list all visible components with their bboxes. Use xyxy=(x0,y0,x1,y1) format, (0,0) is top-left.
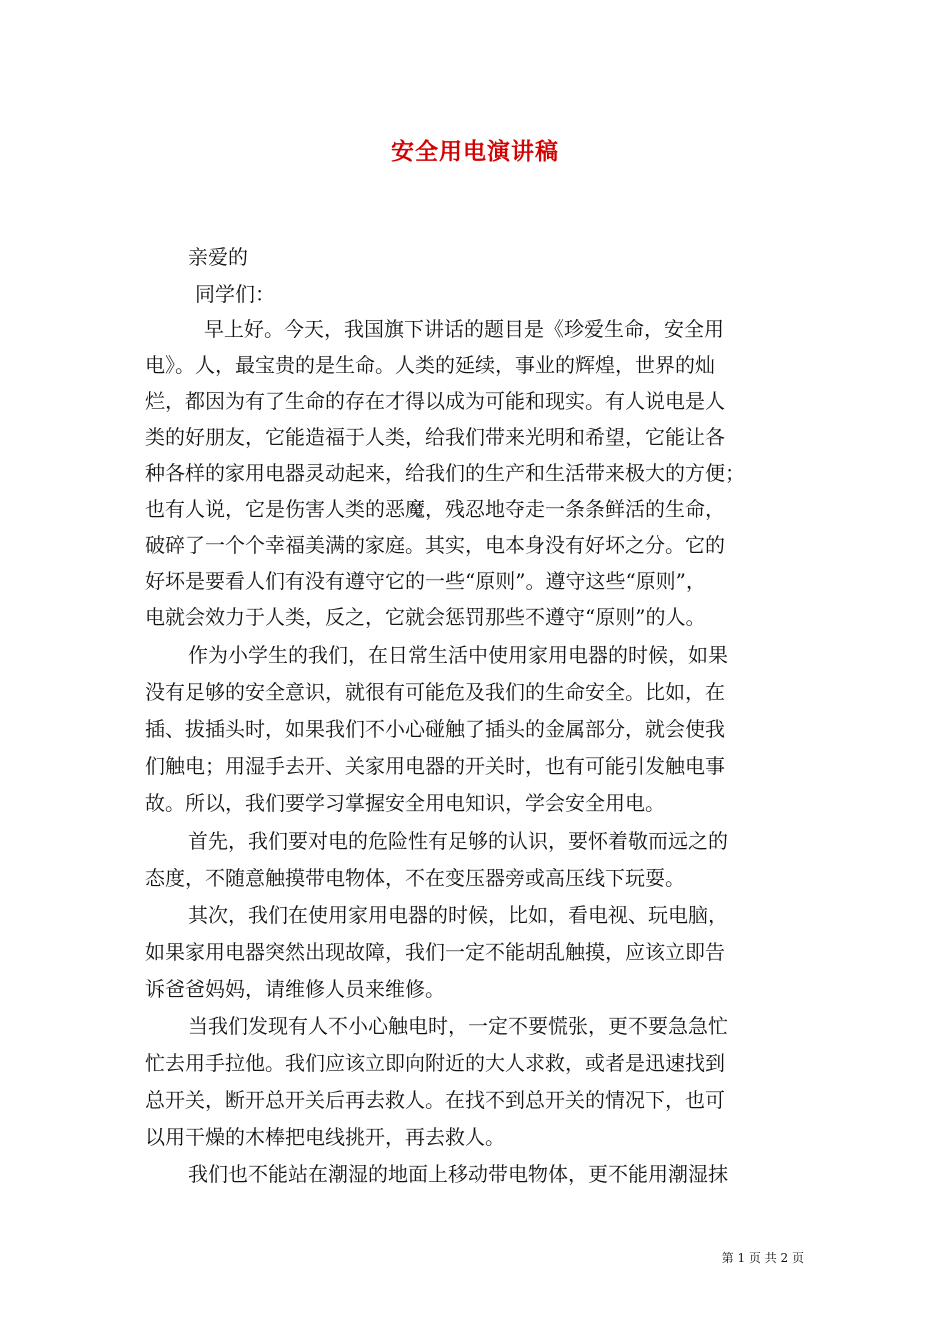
body-line: 种各样的家用电器灵动起来，给我们的生产和生活带来极大的方便； xyxy=(145,461,745,485)
body-line: 电》。人，最宝贵的是生命。人类的延续，事业的辉煌，世界的灿 xyxy=(145,353,715,377)
body-line: 故。所以，我们要学习掌握安全用电知识，学会安全用电。 xyxy=(145,791,665,815)
body-line: 电就会效力于人类，反之，它就会惩罚那些不遵守“原则”的人。 xyxy=(145,605,706,629)
body-line: 们触电；用湿手去开、关家用电器的开关时，也有可能引发触电事 xyxy=(145,754,725,778)
body-line: 作为小学生的我们，在日常生活中使用家用电器的时候，如果 xyxy=(188,643,728,667)
body-line: 插、拔插头时，如果我们不小心碰触了插头的金属部分，就会使我 xyxy=(145,717,725,741)
body-line: 态度，不随意触摸带电物体，不在变压器旁或高压线下玩耍。 xyxy=(145,866,685,890)
body-line: 也有人说，它是伤害人类的恶魔，残忍地夺走一条条鲜活的生命， xyxy=(145,497,725,521)
body-line: 如果家用电器突然出现故障，我们一定不能胡乱触摸，应该立即告 xyxy=(145,940,725,964)
body-line: 亲爱的 xyxy=(188,245,248,269)
body-line: 烂，都因为有了生命的存在才得以成为可能和现实。有人说电是人 xyxy=(145,389,725,413)
body-line: 以用干燥的木棒把电线挑开，再去救人。 xyxy=(145,1125,505,1149)
body-line: 同学们： xyxy=(195,282,275,306)
body-line: 早上好。今天，我国旗下讲话的题目是《珍爱生命，安全用 xyxy=(204,317,724,341)
document-title: 安全用电演讲稿 xyxy=(391,138,559,165)
body-line: 好坏是要看人们有没有遵守它的一些“原则”。遵守这些“原则”， xyxy=(145,569,706,593)
body-line: 忙去用手拉他。我们应该立即向附近的大人求救，或者是迅速找到 xyxy=(145,1051,725,1075)
body-line: 当我们发现有人不小心触电时，一定不要慌张，更不要急急忙 xyxy=(188,1014,728,1038)
body-line: 我们也不能站在潮湿的地面上移动带电物体，更不能用潮湿抹 xyxy=(188,1162,728,1186)
body-line: 首先，我们要对电的危险性有足够的认识，要怀着敬而远之的 xyxy=(188,829,728,853)
body-line: 破碎了一个个幸福美满的家庭。其实，电本身没有好坏之分。它的 xyxy=(145,533,725,557)
body-line: 没有足够的安全意识，就很有可能危及我们的生命安全。比如，在 xyxy=(145,680,725,704)
body-line: 其次，我们在使用家用电器的时候，比如，看电视、玩电脑， xyxy=(188,903,728,927)
page-number: 第 1 页 共 2 页 xyxy=(721,1251,804,1265)
body-line: 诉爸爸妈妈，请维修人员来维修。 xyxy=(145,977,445,1001)
body-line: 类的好朋友，它能造福于人类，给我们带来光明和希望，它能让各 xyxy=(145,425,725,449)
body-line: 总开关，断开总开关后再去救人。在找不到总开关的情况下，也可 xyxy=(145,1088,725,1112)
